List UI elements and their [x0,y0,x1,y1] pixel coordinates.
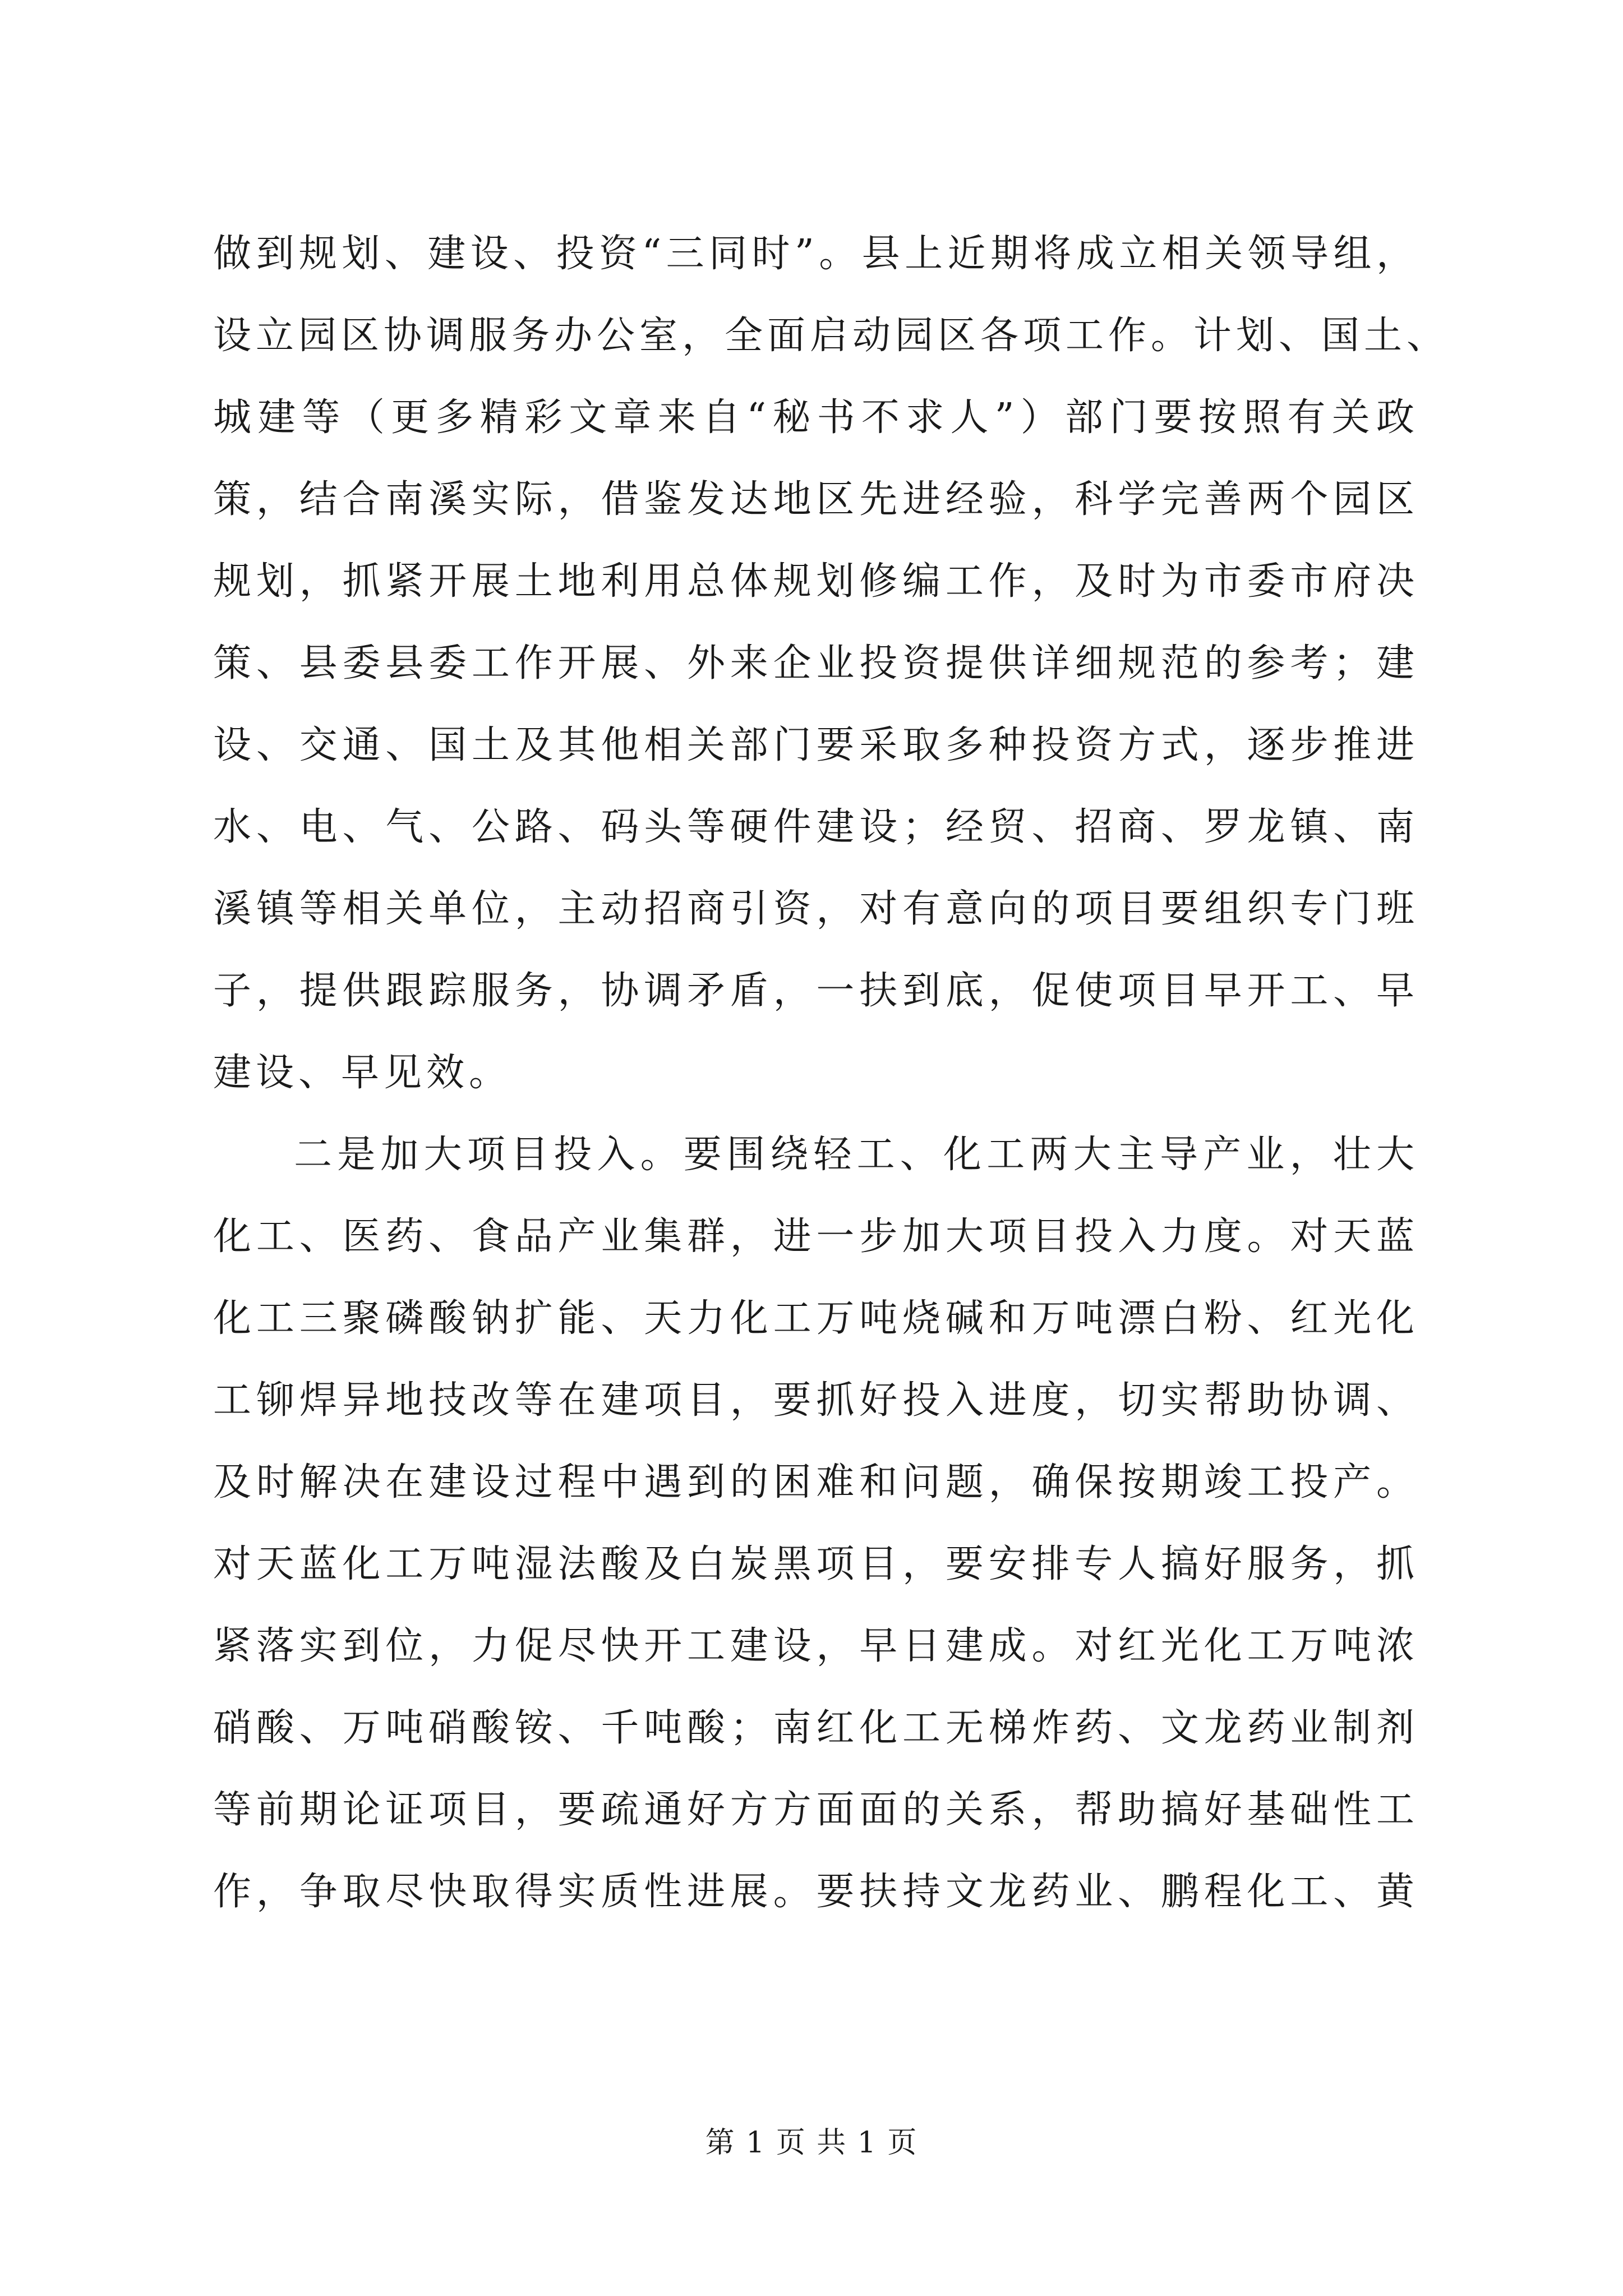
text-line: 设立园区协调服务办公室，全面启动园区各项工作。计划、国土、 [213,314,1450,358]
page-number-label: 第 1 页 共 1 页 [705,2126,918,2160]
text-line: 及时解决在建设过程中遇到的困难和问题，确保按期竣工投产。 [213,1460,1419,1504]
text-line: 对天蓝化工万吨湿法酸及白炭黑项目，要安排专人搞好服务，抓 [213,1542,1419,1586]
text-line: 化工、医药、食品产业集群，进一步加大项目投入力度。对天蓝 [213,1214,1419,1259]
text-line: 策、县委县委工作开展、外来企业投资提供详细规范的参考；建 [213,641,1419,685]
document-body [213,213,1450,1933]
text-line: 做到规划、建设、投资“三同时”。县上近期将成立相关领导组， [213,232,1419,276]
text-line: 等前期论证项目，要疏通好方方面面的关系，帮助搞好基础性工 [213,1788,1419,1832]
text-line: 紧落实到位，力促尽快开工建设，早日建成。对红光化工万吨浓 [213,1624,1419,1668]
text-line: 策，结合南溪实际，借鉴发达地区先进经验，科学完善两个园区 [213,477,1419,522]
text-line: 工铆焊异地技改等在建项目，要抓好投入进度，切实帮助协调、 [213,1378,1419,1423]
text-line: 作，争取尽快取得实质性进展。要扶持文龙药业、鹏程化工、黄 [213,1870,1419,1914]
text-line: 水、电、气、公路、码头等硬件建设；经贸、招商、罗龙镇、南 [213,805,1419,849]
text-line: 化工三聚磷酸钠扩能、天力化工万吨烧碱和万吨漂白粉、红光化 [213,1296,1419,1341]
text-line: 硝酸、万吨硝酸铵、千吨酸；南红化工无梯炸药、文龙药业制剂 [213,1706,1419,1750]
text-line: 建设、早见效。 [213,1051,512,1095]
text-line: 溪镇等相关单位，主动招商引资，对有意向的项目要组织专门班 [213,887,1419,931]
text-line: 城建等（更多精彩文章来自“秘书不求人”）部门要按照有关政 [213,395,1419,440]
text-line: 设、交通、国土及其他相关部门要采取多种投资方式，逐步推进 [213,723,1419,767]
text-line: 规划，抓紧开展土地利用总体规划修编工作，及时为市委市府决 [213,559,1419,604]
text-line: 子，提供跟踪服务，协调矛盾，一扶到底，促使项目早开工、早 [213,969,1419,1013]
page-footer [0,2125,1623,2161]
paragraph-first-line: 二是加大项目投入。要围绕轻工、化工两大主导产业，壮大 [294,1133,1419,1177]
